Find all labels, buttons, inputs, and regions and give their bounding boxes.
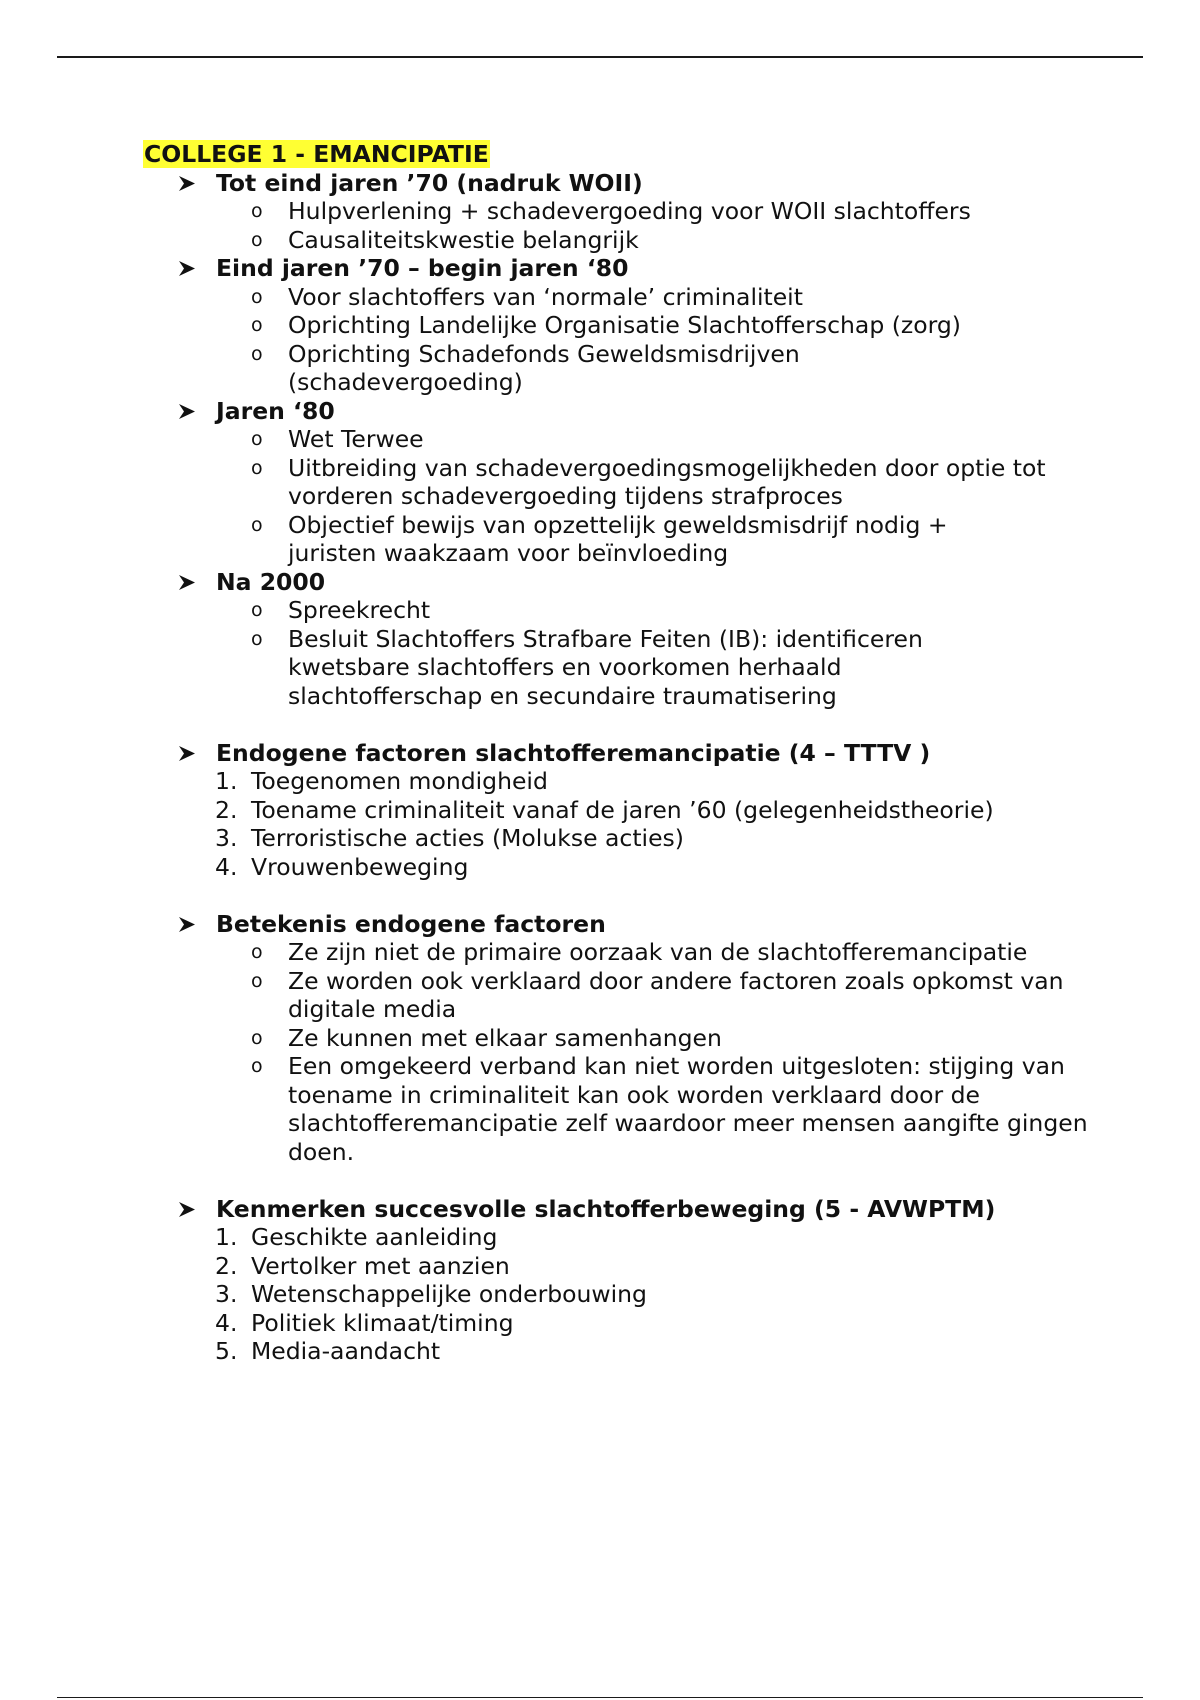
section-heading bbox=[143, 568, 1103, 597]
list-number: 1. bbox=[215, 1223, 238, 1251]
spacer bbox=[143, 710, 1103, 739]
list-item bbox=[143, 425, 1103, 454]
list-item-text: Voor slachtoffers van ‘normale’ criminaliteit bbox=[288, 282, 803, 311]
circle-bullet-icon: o bbox=[251, 1055, 263, 1077]
arrow-bullet-icon bbox=[179, 261, 195, 276]
section-heading-text: Eind jaren ’70 – begin jaren ‘80 bbox=[216, 254, 629, 282]
section-heading-text: Tot eind jaren ’70 (nadruk WOII) bbox=[216, 168, 643, 197]
document-title: COLLEGE 1 - EMANCIPATIE bbox=[144, 140, 489, 168]
list-item-text: Toename criminaliteit vanaf de jaren ’60 (gelegenheidstheorie) bbox=[251, 795, 994, 824]
sub-list bbox=[143, 425, 1103, 568]
section-heading-text: Na 2000 bbox=[216, 567, 326, 596]
list-item-text: Wetenschappelijke onderbouwing bbox=[251, 1280, 647, 1308]
list-item bbox=[143, 1280, 1103, 1309]
list-number: 3. bbox=[215, 824, 238, 852]
list-item bbox=[143, 454, 1103, 511]
circle-bullet-icon: o bbox=[251, 428, 263, 450]
circle-bullet-icon: o bbox=[251, 342, 263, 365]
section-heading bbox=[143, 739, 1103, 768]
list-item bbox=[143, 226, 1103, 255]
circle-bullet-icon: o bbox=[251, 456, 263, 479]
section-heading bbox=[143, 1195, 1103, 1224]
arrow-bullet-icon bbox=[179, 575, 195, 590]
section-heading bbox=[143, 169, 1103, 198]
list-number: 4. bbox=[215, 852, 238, 881]
list-item-text: Causaliteitskwestie belangrijk bbox=[288, 225, 639, 254]
arrow-bullet-icon bbox=[179, 1202, 195, 1217]
circle-bullet-icon: o bbox=[251, 228, 263, 251]
circle-bullet-icon: o bbox=[251, 1026, 263, 1049]
section-betekenis-endogene-factoren bbox=[143, 910, 1103, 1167]
list-item-text: Een omgekeerd verband kan niet worden uitgesloten: stijging van toename in criminaliteit kan ook worden verklaard door de slachtofferemancipatie zelf waardoor meer mensen aangifte gingen doen. bbox=[288, 1052, 1088, 1166]
section-heading bbox=[143, 910, 1103, 939]
circle-bullet-icon: o bbox=[251, 969, 263, 992]
arrow-bullet-icon bbox=[179, 917, 195, 932]
sub-list bbox=[143, 938, 1103, 1166]
circle-bullet-icon: o bbox=[251, 200, 263, 222]
list-item bbox=[143, 853, 1103, 882]
list-item bbox=[143, 1223, 1103, 1252]
list-item bbox=[143, 1252, 1103, 1281]
section-heading-text: Endogene factoren slachtofferemancipatie (4 – TTTV ) bbox=[216, 738, 931, 767]
header-rule bbox=[57, 56, 1143, 58]
section-heading-text: Betekenis endogene factoren bbox=[216, 909, 606, 938]
list-item-text: Oprichting Landelijke Organisatie Slachtofferschap (zorg) bbox=[288, 311, 961, 339]
list-item-text: Vertolker met aanzien bbox=[251, 1251, 510, 1280]
list-number: 2. bbox=[215, 795, 238, 824]
list-item-text: Besluit Slachtoffers Strafbare Feiten (IB): identificeren kwetsbare slachtoffers en voorkomen herhaald slachtofferschap en secundaire traumatisering bbox=[288, 624, 923, 710]
sub-list bbox=[143, 197, 1103, 254]
list-item bbox=[143, 197, 1103, 226]
section-heading bbox=[143, 254, 1103, 283]
list-item bbox=[143, 311, 1103, 340]
footer-rule bbox=[57, 1697, 1143, 1698]
sub-list bbox=[143, 596, 1103, 710]
arrow-bullet-icon bbox=[179, 404, 195, 419]
list-item bbox=[143, 283, 1103, 312]
list-item bbox=[143, 967, 1103, 1024]
numbered-list bbox=[143, 767, 1103, 881]
list-item bbox=[143, 1309, 1103, 1338]
list-item-text: Media-aandacht bbox=[251, 1337, 441, 1365]
spacer bbox=[143, 1166, 1103, 1195]
section-tot-eind-jaren-70 bbox=[143, 169, 1103, 255]
numbered-list bbox=[143, 1223, 1103, 1366]
circle-bullet-icon: o bbox=[251, 513, 263, 536]
list-item bbox=[143, 625, 1103, 711]
spacer bbox=[143, 881, 1103, 910]
list-item-text: Ze worden ook verklaard door andere factoren zoals opkomst van digitale media bbox=[288, 966, 1064, 1023]
list-item bbox=[143, 938, 1103, 967]
list-item bbox=[143, 511, 1103, 568]
list-item-text: Oprichting Schadefonds Geweldsmisdrijven (schadevergoeding) bbox=[288, 339, 800, 396]
list-item-text: Geschikte aanleiding bbox=[251, 1223, 498, 1251]
section-na-2000 bbox=[143, 568, 1103, 711]
list-item-text: Objectief bewijs van opzettelijk geweldsmisdrijf nodig + juristen waakzaam voor beïnvloeding bbox=[288, 510, 948, 567]
circle-bullet-icon: o bbox=[251, 627, 263, 650]
list-item-text: Uitbreiding van schadevergoedingsmogelijkheden door optie tot vorderen schadevergoeding tijdens strafproces bbox=[288, 453, 1046, 510]
arrow-bullet-icon bbox=[179, 176, 195, 191]
sub-list bbox=[143, 283, 1103, 397]
list-item-text: Politiek klimaat/timing bbox=[251, 1308, 514, 1337]
circle-bullet-icon: o bbox=[251, 285, 263, 308]
list-item-text: Spreekrecht bbox=[288, 596, 431, 624]
list-number: 1. bbox=[215, 767, 238, 795]
section-jaren-80 bbox=[143, 397, 1103, 568]
list-number: 2. bbox=[215, 1251, 238, 1280]
circle-bullet-icon: o bbox=[251, 314, 263, 336]
list-item bbox=[143, 824, 1103, 853]
section-kenmerken-slachtofferbeweging bbox=[143, 1195, 1103, 1366]
circle-bullet-icon: o bbox=[251, 599, 263, 621]
circle-bullet-icon: o bbox=[251, 941, 263, 963]
list-item bbox=[143, 1024, 1103, 1053]
list-number: 5. bbox=[215, 1337, 238, 1365]
list-item-text: Terroristische acties (Molukse acties) bbox=[251, 824, 684, 852]
list-item bbox=[143, 1052, 1103, 1166]
arrow-bullet-icon bbox=[179, 746, 195, 761]
title-line bbox=[143, 140, 1103, 169]
list-item-text: Toegenomen mondigheid bbox=[251, 767, 548, 795]
section-eind-jaren-70 bbox=[143, 254, 1103, 397]
list-item bbox=[143, 796, 1103, 825]
list-item-text: Vrouwenbeweging bbox=[251, 852, 469, 881]
list-item-text: Ze zijn niet de primaire oorzaak van de slachtofferemancipatie bbox=[288, 938, 1028, 966]
list-item-text: Wet Terwee bbox=[288, 425, 424, 453]
list-item bbox=[143, 596, 1103, 625]
list-item bbox=[143, 1337, 1103, 1366]
list-item-text: Ze kunnen met elkaar samenhangen bbox=[288, 1023, 722, 1052]
list-item bbox=[143, 767, 1103, 796]
list-item-text: Hulpverlening + schadevergoeding voor WOII slachtoffers bbox=[288, 197, 971, 225]
section-heading-text: Jaren ‘80 bbox=[216, 396, 335, 425]
section-endogene-factoren bbox=[143, 739, 1103, 882]
section-heading bbox=[143, 397, 1103, 426]
document-body bbox=[143, 140, 1103, 1366]
list-item bbox=[143, 340, 1103, 397]
list-number: 4. bbox=[215, 1308, 238, 1337]
section-heading-text: Kenmerken succesvolle slachtofferbeweging (5 - AVWPTM) bbox=[216, 1194, 996, 1223]
list-number: 3. bbox=[215, 1280, 238, 1308]
